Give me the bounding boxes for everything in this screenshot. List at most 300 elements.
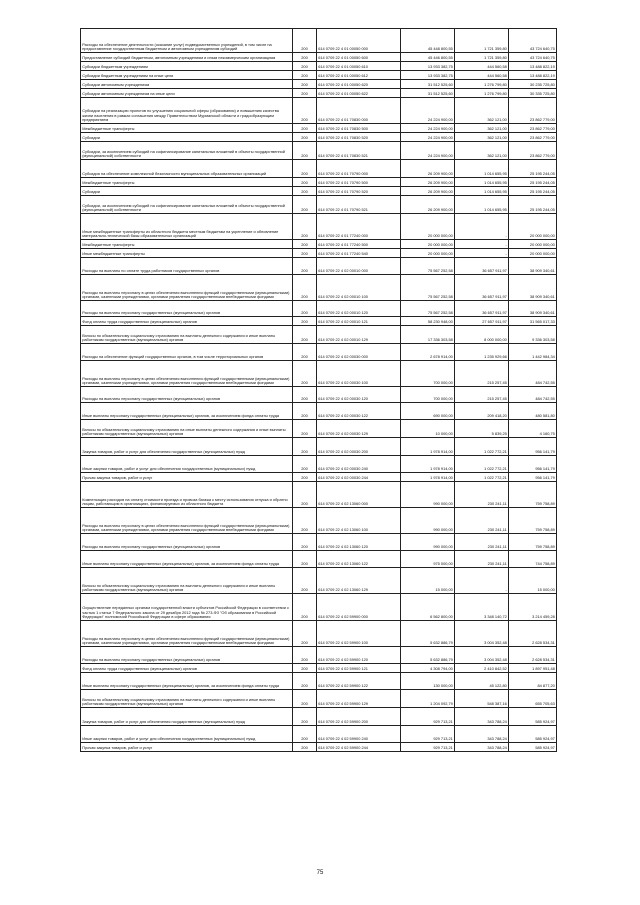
row-executed-amount: 362 121,00 bbox=[455, 98, 509, 124]
row-budget-code: 614 0709 22 4 02 59900 240 bbox=[317, 726, 401, 743]
row-budget-code: 614 0709 22 4 02 00010 000 bbox=[317, 258, 401, 275]
row-remaining-amount: 84 877,20 bbox=[509, 673, 557, 690]
row-remaining-amount: 484 742,55 bbox=[509, 361, 557, 387]
table-row bbox=[81, 258, 557, 275]
row-admin-code: 200 bbox=[293, 326, 317, 344]
row-approved-amount: 26 209 900,00 bbox=[401, 187, 455, 196]
row-executed-amount: 1 276 799,80 bbox=[455, 89, 509, 98]
row-approved-amount: 990 000,00 bbox=[401, 534, 455, 551]
row-admin-code: 200 bbox=[293, 29, 317, 53]
row-budget-code: 614 0709 22 4 02 59900 121 bbox=[317, 664, 401, 673]
row-admin-code: 200 bbox=[293, 124, 317, 133]
row-name: Расходы на обеспечение функций государственных органов, в том числе территориальных органов bbox=[81, 344, 293, 361]
row-name: Субсидии на реализацию проектов по улучшению социальной сферы (образования) и повышению качества жизни населения в рамках соглашения между Правительством Мурманской области и градообразующим предприятием bbox=[81, 98, 293, 124]
table-row bbox=[81, 482, 557, 508]
row-executed-amount: - bbox=[455, 240, 509, 249]
row-approved-amount: 17 336 303,58 bbox=[401, 326, 455, 344]
row-executed-amount: 8 000 000,00 bbox=[455, 326, 509, 344]
row-admin-code: 200 bbox=[293, 534, 317, 551]
row-admin-code: 200 bbox=[293, 621, 317, 647]
row-executed-amount: 444 560,58 bbox=[455, 62, 509, 71]
row-approved-amount: 45 448 800,55 bbox=[401, 29, 455, 53]
row-budget-code: 614 0709 22 4 01 77240 540 bbox=[317, 249, 401, 258]
row-approved-amount: 6 562 800,00 bbox=[401, 594, 455, 621]
table-row bbox=[81, 249, 557, 258]
row-budget-code: 614 0709 22 4 02 00030 244 bbox=[317, 473, 401, 482]
row-executed-amount: 45 122,80 bbox=[455, 673, 509, 690]
row-admin-code: 200 bbox=[293, 726, 317, 743]
row-approved-amount: 700 000,00 bbox=[401, 361, 455, 387]
table-row bbox=[81, 551, 557, 568]
row-admin-code: 200 bbox=[293, 275, 317, 301]
table-row bbox=[81, 708, 557, 726]
row-remaining-amount: 38 909 340,61 bbox=[509, 275, 557, 301]
row-budget-code: 614 0709 22 4 02 59900 000 bbox=[317, 594, 401, 621]
table-row bbox=[81, 53, 557, 62]
row-remaining-amount: 4 160,75 bbox=[509, 420, 557, 438]
row-admin-code: 200 bbox=[293, 249, 317, 258]
table-row bbox=[81, 568, 557, 594]
table-row bbox=[81, 344, 557, 361]
row-executed-amount: 3 004 352,48 bbox=[455, 647, 509, 664]
row-name: Иные межбюджетные трансферты bbox=[81, 249, 293, 258]
row-remaining-amount: 759 758,89 bbox=[509, 534, 557, 551]
table-row bbox=[81, 664, 557, 673]
row-approved-amount: 130 000,00 bbox=[401, 673, 455, 690]
row-admin-code: 200 bbox=[293, 473, 317, 482]
row-name: Взносы по обязательному социальному страхованию на выплаты денежного содержания и иные выплаты работникам государственных (муниципальных) органов bbox=[81, 568, 293, 594]
row-remaining-amount: 3 214 459,28 bbox=[509, 594, 557, 621]
row-remaining-amount: 585 924,97 bbox=[509, 743, 557, 752]
row-executed-amount: 548 387,16 bbox=[455, 690, 509, 708]
row-remaining-amount: 38 909 340,61 bbox=[509, 301, 557, 317]
row-executed-amount: 230 241,11 bbox=[455, 482, 509, 508]
row-remaining-amount: 956 141,79 bbox=[509, 456, 557, 473]
table-row bbox=[81, 62, 557, 71]
row-remaining-amount: 1 442 984,34 bbox=[509, 344, 557, 361]
row-executed-amount: 362 121,00 bbox=[455, 124, 509, 133]
row-approved-amount: 24 224 900,00 bbox=[401, 133, 455, 142]
row-name: Расходы на выплаты персоналу государственных (муниципальных) органов bbox=[81, 647, 293, 664]
row-approved-amount: 5 632 886,79 bbox=[401, 647, 455, 664]
row-approved-amount: 929 713,21 bbox=[401, 708, 455, 726]
row-budget-code: 614 0709 22 4 01 00050 620 bbox=[317, 80, 401, 89]
row-approved-amount: 20 000 000,00 bbox=[401, 249, 455, 258]
row-budget-code: 614 0709 22 4 02 00010 100 bbox=[317, 275, 401, 301]
row-admin-code: 200 bbox=[293, 71, 317, 80]
row-name: Межбюджетные трансферты bbox=[81, 124, 293, 133]
row-budget-code: 614 0709 22 4 02 59900 244 bbox=[317, 743, 401, 752]
row-name: Иные закупки товаров, работ и услуг для обеспечения государственных (муниципальных) нужд bbox=[81, 726, 293, 743]
table-row bbox=[81, 178, 557, 187]
row-name: Расходы на обеспечение деятельности (оказание услуг) подведомственных учреждений, в том числе на предоставление государственным бюджетным и автономным учреждениям субсидий bbox=[81, 29, 293, 53]
table-row bbox=[81, 726, 557, 743]
row-admin-code: 200 bbox=[293, 456, 317, 473]
row-executed-amount: 1 721 359,80 bbox=[455, 29, 509, 53]
table-row bbox=[81, 420, 557, 438]
row-admin-code: 200 bbox=[293, 178, 317, 187]
row-budget-code: 614 0709 22 4 01 77240 000 bbox=[317, 214, 401, 240]
row-remaining-amount: 20 000 000,00 bbox=[509, 240, 557, 249]
table-row bbox=[81, 647, 557, 664]
row-admin-code: 200 bbox=[293, 387, 317, 403]
row-admin-code: 200 bbox=[293, 647, 317, 664]
row-approved-amount: 1 978 914,00 bbox=[401, 438, 455, 456]
row-name: Фонд оплаты труда государственных (муниципальных) органов bbox=[81, 664, 293, 673]
row-approved-amount: 929 713,21 bbox=[401, 743, 455, 752]
row-budget-code: 614 0709 22 4 02 13060 120 bbox=[317, 534, 401, 551]
row-admin-code: 200 bbox=[293, 568, 317, 594]
row-executed-amount: 230 241,11 bbox=[455, 534, 509, 551]
row-remaining-amount: 23 862 779,00 bbox=[509, 124, 557, 133]
row-remaining-amount: 480 581,80 bbox=[509, 403, 557, 420]
row-name: Иные закупки товаров, работ и услуг для обеспечения государственных (муниципальных) нужд bbox=[81, 456, 293, 473]
row-approved-amount: 58 230 948,00 bbox=[401, 317, 455, 326]
row-name: Фонд оплаты труда государственных (муниципальных) органов bbox=[81, 317, 293, 326]
row-executed-amount: 1 014 655,95 bbox=[455, 196, 509, 214]
row-approved-amount: 20 000 000,00 bbox=[401, 240, 455, 249]
row-budget-code: 614 0709 22 4 02 00010 120 bbox=[317, 301, 401, 317]
row-name: Субсидия на обеспечение комплексной безопасности муниципальных образовательных организаций bbox=[81, 160, 293, 178]
table-row bbox=[81, 187, 557, 196]
table-row bbox=[81, 29, 557, 53]
row-admin-code: 200 bbox=[293, 214, 317, 240]
row-budget-code: 614 0709 22 4 02 59900 100 bbox=[317, 621, 401, 647]
row-admin-code: 200 bbox=[293, 344, 317, 361]
row-admin-code: 200 bbox=[293, 160, 317, 178]
row-remaining-amount: 2 628 534,31 bbox=[509, 647, 557, 664]
row-budget-code: 614 0709 22 4 02 59900 129 bbox=[317, 690, 401, 708]
row-name: Прочая закупка товаров, работ и услуг bbox=[81, 473, 293, 482]
row-name: Субсидии bbox=[81, 187, 293, 196]
row-approved-amount: 929 713,21 bbox=[401, 726, 455, 743]
row-executed-amount: - bbox=[455, 249, 509, 258]
row-remaining-amount: 15 000,00 bbox=[509, 568, 557, 594]
row-admin-code: 200 bbox=[293, 482, 317, 508]
row-executed-amount: - bbox=[455, 568, 509, 594]
row-approved-amount: 24 224 900,00 bbox=[401, 142, 455, 160]
table-row bbox=[81, 196, 557, 214]
row-executed-amount: 2 410 842,52 bbox=[455, 664, 509, 673]
row-approved-amount: 13 933 382,75 bbox=[401, 62, 455, 71]
row-approved-amount: 2 678 914,00 bbox=[401, 344, 455, 361]
row-approved-amount: 26 209 900,00 bbox=[401, 196, 455, 214]
row-approved-amount: 31 512 525,60 bbox=[401, 80, 455, 89]
row-budget-code: 614 0709 22 4 02 59900 200 bbox=[317, 708, 401, 726]
row-budget-code: 614 0709 22 4 02 13060 122 bbox=[317, 551, 401, 568]
row-budget-code: 614 0709 22 4 02 13060 129 bbox=[317, 568, 401, 594]
row-executed-amount: 27 657 911,97 bbox=[455, 317, 509, 326]
row-remaining-amount: 31 565 017,33 bbox=[509, 317, 557, 326]
row-approved-amount: 24 224 900,00 bbox=[401, 98, 455, 124]
table-row bbox=[81, 403, 557, 420]
row-approved-amount: 75 567 252,58 bbox=[401, 301, 455, 317]
row-executed-amount: 1 022 772,21 bbox=[455, 438, 509, 456]
row-name: Субсидии автономным учреждениям bbox=[81, 80, 293, 89]
table-row bbox=[81, 673, 557, 690]
row-executed-amount: 36 657 911,97 bbox=[455, 258, 509, 275]
table-row bbox=[81, 240, 557, 249]
row-executed-amount: 1 014 655,95 bbox=[455, 178, 509, 187]
row-budget-code: 614 0709 22 4 01 70830 500 bbox=[317, 124, 401, 133]
row-executed-amount: 215 257,45 bbox=[455, 361, 509, 387]
row-executed-amount: 343 788,24 bbox=[455, 726, 509, 743]
row-remaining-amount: 25 195 244,05 bbox=[509, 160, 557, 178]
row-executed-amount: 1 014 655,95 bbox=[455, 160, 509, 178]
row-name: Взносы по обязательному социальному страхованию на выплаты денежного содержания и иные выплаты работникам государственных (муниципальных) органов bbox=[81, 326, 293, 344]
row-name: Межбюджетные трансферты bbox=[81, 240, 293, 249]
row-admin-code: 200 bbox=[293, 62, 317, 71]
row-name: Иные выплаты персоналу государственных (муниципальных) органов, за исключением фонда оплаты труда bbox=[81, 403, 293, 420]
row-approved-amount: 24 224 900,00 bbox=[401, 124, 455, 133]
row-admin-code: 200 bbox=[293, 317, 317, 326]
row-budget-code: 614 0709 22 4 02 59900 122 bbox=[317, 673, 401, 690]
row-name: Расходы на выплаты персоналу в целях обеспечения выполнения функций государственными (муниципальными) органами, казенными учреждениями, органами управления государственными внебюджетными фондами bbox=[81, 275, 293, 301]
row-remaining-amount: 1 897 951,48 bbox=[509, 664, 557, 673]
row-admin-code: 200 bbox=[293, 420, 317, 438]
row-executed-amount: 1 276 799,80 bbox=[455, 80, 509, 89]
table-row bbox=[81, 621, 557, 647]
table-row bbox=[81, 317, 557, 326]
row-budget-code: 614 0709 22 4 01 70790 521 bbox=[317, 196, 401, 214]
row-budget-code: 614 0709 22 4 01 00050 600 bbox=[317, 53, 401, 62]
table-row bbox=[81, 456, 557, 473]
row-remaining-amount: 484 742,55 bbox=[509, 387, 557, 403]
row-budget-code: 614 0709 22 4 01 00050 612 bbox=[317, 71, 401, 80]
row-remaining-amount: 30 235 725,80 bbox=[509, 80, 557, 89]
table-row bbox=[81, 124, 557, 133]
row-remaining-amount: 13 488 822,19 bbox=[509, 62, 557, 71]
row-name: Субсидии, за исключением субсидий на софинансирование капитальных вложений в объекты государственной (муниципальной) собственности bbox=[81, 196, 293, 214]
row-admin-code: 200 bbox=[293, 743, 317, 752]
row-approved-amount: 31 512 525,60 bbox=[401, 89, 455, 98]
row-budget-code: 614 0709 22 4 01 77240 500 bbox=[317, 240, 401, 249]
row-executed-amount: 230 241,11 bbox=[455, 551, 509, 568]
row-admin-code: 200 bbox=[293, 551, 317, 568]
row-admin-code: 200 bbox=[293, 690, 317, 708]
row-executed-amount: 5 839,25 bbox=[455, 420, 509, 438]
row-remaining-amount: 23 862 779,00 bbox=[509, 142, 557, 160]
table-row bbox=[81, 160, 557, 178]
row-approved-amount: 690 000,00 bbox=[401, 403, 455, 420]
row-executed-amount: 444 560,58 bbox=[455, 71, 509, 80]
row-remaining-amount: 2 628 534,31 bbox=[509, 621, 557, 647]
row-admin-code: 200 bbox=[293, 403, 317, 420]
row-name: Субсидии бюджетным учреждениям bbox=[81, 62, 293, 71]
row-executed-amount: 36 657 911,97 bbox=[455, 275, 509, 301]
row-name: Закупка товаров, работ и услуг для обеспечения государственных (муниципальных) нужд bbox=[81, 438, 293, 456]
table-row bbox=[81, 326, 557, 344]
row-remaining-amount: 43 724 640,75 bbox=[509, 29, 557, 53]
row-executed-amount: 362 121,00 bbox=[455, 142, 509, 160]
row-approved-amount: 1 978 914,00 bbox=[401, 473, 455, 482]
row-budget-code: 614 0709 22 4 01 00050 000 bbox=[317, 29, 401, 53]
row-remaining-amount: 655 705,63 bbox=[509, 690, 557, 708]
row-admin-code: 200 bbox=[293, 301, 317, 317]
row-budget-code: 614 0709 22 4 02 13060 000 bbox=[317, 482, 401, 508]
row-executed-amount: 1 022 772,21 bbox=[455, 456, 509, 473]
row-remaining-amount: 25 195 244,05 bbox=[509, 196, 557, 214]
table-row bbox=[81, 71, 557, 80]
row-executed-amount: 3 348 140,72 bbox=[455, 594, 509, 621]
row-remaining-amount: 23 862 779,00 bbox=[509, 98, 557, 124]
table-row bbox=[81, 89, 557, 98]
table-row bbox=[81, 473, 557, 482]
page-number: 75 bbox=[316, 870, 324, 876]
row-remaining-amount: 759 758,89 bbox=[509, 508, 557, 534]
row-remaining-amount: 9 336 303,58 bbox=[509, 326, 557, 344]
row-name: Субсидии бюджетным учреждениям на иные цели bbox=[81, 71, 293, 80]
row-approved-amount: 1 978 914,00 bbox=[401, 456, 455, 473]
row-admin-code: 200 bbox=[293, 673, 317, 690]
row-budget-code: 614 0709 22 4 02 00030 200 bbox=[317, 438, 401, 456]
row-budget-code: 614 0709 22 4 02 13060 100 bbox=[317, 508, 401, 534]
row-executed-amount: 230 241,11 bbox=[455, 508, 509, 534]
row-remaining-amount: 956 141,79 bbox=[509, 473, 557, 482]
table-row bbox=[81, 508, 557, 534]
row-name: Иные межбюджетные трансферты из областного бюджета местным бюджетам на укрепление и обновление материально-технической базы образовательных организаций bbox=[81, 214, 293, 240]
row-budget-code: 614 0709 22 4 02 59900 120 bbox=[317, 647, 401, 664]
row-executed-amount: 1 022 772,21 bbox=[455, 473, 509, 482]
row-approved-amount: 45 446 800,55 bbox=[401, 53, 455, 62]
row-name: Расходы на выплаты персоналу государственных (муниципальных) органов bbox=[81, 387, 293, 403]
table-row bbox=[81, 534, 557, 551]
row-admin-code: 200 bbox=[293, 142, 317, 160]
row-approved-amount: 13 933 382,75 bbox=[401, 71, 455, 80]
row-admin-code: 200 bbox=[293, 80, 317, 89]
row-admin-code: 200 bbox=[293, 240, 317, 249]
row-admin-code: 200 bbox=[293, 664, 317, 673]
table-row bbox=[81, 690, 557, 708]
row-budget-code: 614 0709 22 4 02 00010 129 bbox=[317, 326, 401, 344]
row-approved-amount: 4 308 794,00 bbox=[401, 664, 455, 673]
table-row bbox=[81, 301, 557, 317]
row-budget-code: 614 0709 22 4 02 00030 100 bbox=[317, 361, 401, 387]
row-name: Прочая закупка товаров, работ и услуг bbox=[81, 743, 293, 752]
row-admin-code: 200 bbox=[293, 89, 317, 98]
row-admin-code: 200 bbox=[293, 594, 317, 621]
row-budget-code: 614 0709 22 4 02 00030 120 bbox=[317, 387, 401, 403]
row-executed-amount: 36 657 911,97 bbox=[455, 301, 509, 317]
row-approved-amount: 75 567 252,58 bbox=[401, 275, 455, 301]
row-approved-amount: 700 000,00 bbox=[401, 387, 455, 403]
row-approved-amount: 26 209 900,00 bbox=[401, 178, 455, 187]
row-approved-amount: 990 000,00 bbox=[401, 482, 455, 508]
table-row bbox=[81, 80, 557, 89]
row-admin-code: 200 bbox=[293, 508, 317, 534]
row-admin-code: 200 bbox=[293, 98, 317, 124]
row-budget-code: 614 0709 22 4 02 00030 240 bbox=[317, 456, 401, 473]
table-row bbox=[81, 275, 557, 301]
row-admin-code: 200 bbox=[293, 438, 317, 456]
row-approved-amount: 990 000,00 bbox=[401, 508, 455, 534]
table-row bbox=[81, 594, 557, 621]
row-name: Компенсация расходов на оплату стоимости проезда и провоза багажа к месту использования отпуска и обратно лицам, работающим в организациях, финансируемых из областного бюджета bbox=[81, 482, 293, 508]
row-name: Расходы на выплаты персоналу государственных (муниципальных) органов bbox=[81, 301, 293, 317]
row-executed-amount: 343 788,24 bbox=[455, 708, 509, 726]
row-remaining-amount: 13 488 822,19 bbox=[509, 71, 557, 80]
row-remaining-amount: 43 724 640,75 bbox=[509, 53, 557, 62]
row-remaining-amount: 30 335 725,80 bbox=[509, 89, 557, 98]
row-executed-amount: 1 721 359,80 bbox=[455, 53, 509, 62]
row-remaining-amount: 25 195 244,05 bbox=[509, 178, 557, 187]
row-executed-amount: 209 418,20 bbox=[455, 403, 509, 420]
row-budget-code: 614 0709 22 4 02 00010 121 bbox=[317, 317, 401, 326]
row-name: Взносы по обязательному социальному страхованию на иные выплаты денежного содержания и иные выплаты работникам государственных (муниципальных) органов bbox=[81, 420, 293, 438]
row-remaining-amount: 25 195 244,05 bbox=[509, 187, 557, 196]
table-row bbox=[81, 133, 557, 142]
row-executed-amount: - bbox=[455, 214, 509, 240]
row-name: Субсидии, за исключением субсидий на софинансирование капитальных вложений в объекты государственной (муниципальной) собственности bbox=[81, 142, 293, 160]
table-row bbox=[81, 142, 557, 160]
row-approved-amount: 5 632 886,79 bbox=[401, 621, 455, 647]
row-budget-code: 614 0709 22 4 01 70790 000 bbox=[317, 160, 401, 178]
row-name: Закупка товаров, работ и услуг для обеспечения государственных (муниципальных) нужд bbox=[81, 708, 293, 726]
budget-table-body bbox=[81, 29, 557, 752]
row-executed-amount: 215 257,45 bbox=[455, 387, 509, 403]
row-approved-amount: 975 000,00 bbox=[401, 551, 455, 568]
budget-table bbox=[80, 28, 557, 752]
row-budget-code: 614 0709 22 4 01 70830 520 bbox=[317, 133, 401, 142]
row-remaining-amount: 20 000 000,00 bbox=[509, 249, 557, 258]
row-name: Субсидии bbox=[81, 133, 293, 142]
row-remaining-amount: 585 924,97 bbox=[509, 726, 557, 743]
row-executed-amount: 3 004 352,48 bbox=[455, 621, 509, 647]
row-budget-code: 614 0709 22 4 01 70790 520 bbox=[317, 187, 401, 196]
row-approved-amount: 26 209 900,00 bbox=[401, 160, 455, 178]
row-name: Предоставление субсидий бюджетным, автономным учреждениям и иным некоммерческим организациям bbox=[81, 53, 293, 62]
row-remaining-amount: 744 758,89 bbox=[509, 551, 557, 568]
row-budget-code: 614 0709 22 4 01 70790 500 bbox=[317, 178, 401, 187]
row-admin-code: 200 bbox=[293, 258, 317, 275]
row-admin-code: 200 bbox=[293, 196, 317, 214]
row-name: Иные выплаты персоналу государственных (муниципальных) органов, за исключением фонда оплаты труда bbox=[81, 551, 293, 568]
budget-sheet bbox=[80, 28, 556, 752]
table-row bbox=[81, 438, 557, 456]
row-executed-amount: 1 014 655,95 bbox=[455, 187, 509, 196]
row-budget-code: 614 0709 22 4 02 00030 122 bbox=[317, 403, 401, 420]
row-budget-code: 614 0709 22 4 01 70830 000 bbox=[317, 98, 401, 124]
row-admin-code: 200 bbox=[293, 708, 317, 726]
row-name: Расходы на выплаты персоналу в целях обеспечения выполнения функций государственными (муниципальными) органами, казенными учреждениями, органами управления государственными внебюджетными фондами bbox=[81, 508, 293, 534]
row-name: Расходы на выплаты персоналу государственных (муниципальных) органов bbox=[81, 534, 293, 551]
row-remaining-amount: 20 000 000,00 bbox=[509, 214, 557, 240]
row-approved-amount: 75 567 252,58 bbox=[401, 258, 455, 275]
row-remaining-amount: 585 924,97 bbox=[509, 708, 557, 726]
row-budget-code: 614 0709 22 4 02 00030 129 bbox=[317, 420, 401, 438]
row-approved-amount: 20 000 000,00 bbox=[401, 214, 455, 240]
row-remaining-amount: 956 141,79 bbox=[509, 438, 557, 456]
table-row bbox=[81, 361, 557, 387]
row-name: Межбюджетные трансферты bbox=[81, 178, 293, 187]
row-name: Иные выплаты персоналу государственных (муниципальных) органов, за исключением фонда оплаты труда bbox=[81, 673, 293, 690]
row-admin-code: 200 bbox=[293, 133, 317, 142]
row-budget-code: 614 0709 22 4 01 00050 622 bbox=[317, 89, 401, 98]
row-budget-code: 614 0709 22 4 02 00030 000 bbox=[317, 344, 401, 361]
table-row bbox=[81, 387, 557, 403]
table-row bbox=[81, 743, 557, 752]
row-approved-amount: 15 000,00 bbox=[401, 568, 455, 594]
row-remaining-amount: 759 758,89 bbox=[509, 482, 557, 508]
row-admin-code: 200 bbox=[293, 53, 317, 62]
row-name: Расходы на выплаты персоналу в целях обеспечения выполнения функций государственными (муниципальными) органами, казенными учреждениями, органами управления государственными внебюджетными фондами bbox=[81, 621, 293, 647]
row-budget-code: 614 0709 22 4 01 70830 521 bbox=[317, 142, 401, 160]
row-remaining-amount: 38 909 340,61 bbox=[509, 258, 557, 275]
row-name: Расходы на выплаты по оплате труда работников государственных органов bbox=[81, 258, 293, 275]
row-admin-code: 200 bbox=[293, 361, 317, 387]
row-name: Осуществление переданных органам государственной власти субъектов Российской Федерации в соответствии с частью 1 статьи 7 Федерального закона от 29 декабря 2012 года № 273-ФЗ "Об образовании в Российской Федерации" полномочий Российской Федерации в сфере образования bbox=[81, 594, 293, 621]
row-remaining-amount: 23 862 779,00 bbox=[509, 133, 557, 142]
